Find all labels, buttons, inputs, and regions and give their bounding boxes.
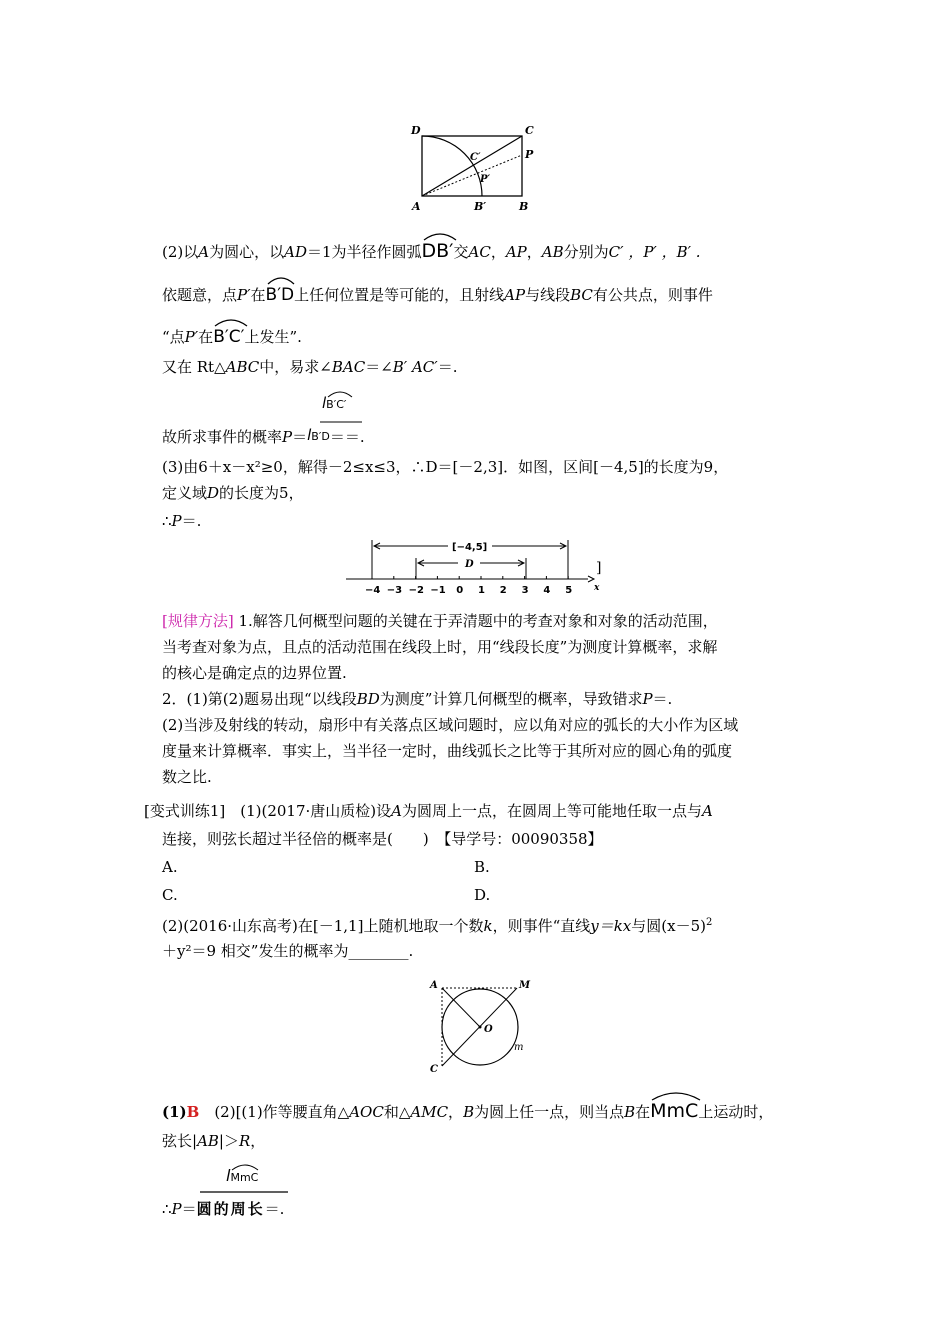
solution-line-3 [162, 326, 302, 348]
fig1-label-A: A [412, 200, 421, 213]
fig1-label-Bp: B′ [474, 200, 487, 213]
solution-line-2 [162, 284, 713, 306]
text: l [226, 1166, 231, 1185]
text: AP [504, 286, 526, 304]
fig1-label-Pp: P′ [480, 174, 491, 185]
text: ， [490, 243, 506, 261]
text: (2)以 [162, 243, 199, 261]
text: 弦长| [162, 1132, 198, 1150]
text: BAC [331, 358, 366, 376]
numline-tick-label: 3 [521, 585, 529, 596]
text: MmC [650, 1100, 699, 1122]
text: 为圆周上一点，在圆周上等可能地任取一点与 [402, 802, 703, 820]
text: 在 [250, 286, 266, 304]
option-d: D. [474, 886, 491, 904]
text: R [238, 1132, 251, 1150]
text: B′ AC′ [392, 358, 438, 376]
text: B′D [311, 430, 330, 443]
text: 在 [198, 328, 214, 346]
text: 定义域 [162, 484, 208, 502]
fig2-label-m: m [514, 1042, 524, 1053]
text: B′D [265, 285, 295, 305]
text: ＝ [292, 428, 308, 446]
text: AC [468, 243, 491, 261]
text: 又在 Rt△ [162, 358, 226, 376]
text: D [207, 484, 220, 502]
answer-line-3 [162, 1198, 284, 1220]
numline-tick-label: 1 [478, 585, 485, 596]
text: l [322, 394, 327, 412]
fraction-bar [320, 420, 364, 424]
text: AOC [349, 1103, 384, 1121]
text: ＝1为半径作圆弧 [306, 243, 422, 261]
text: AB [541, 243, 564, 261]
fig1-label-Cp: C′ [470, 152, 481, 163]
text: P [171, 1200, 182, 1218]
text: AB [197, 1132, 219, 1150]
arc-MmC [650, 1100, 698, 1122]
variant-line-3 [162, 912, 712, 937]
fig2-label-O: O [484, 1024, 493, 1035]
text: P [282, 428, 293, 446]
method-line-1 [162, 610, 718, 632]
text: ＝＝. [329, 428, 365, 446]
solution-line-7 [162, 482, 304, 504]
text: AD [284, 243, 307, 261]
text: 上任何位置是等可能的，且射线 [294, 286, 505, 304]
text: l [307, 426, 312, 444]
text: ABC [225, 358, 260, 376]
answer-fraction-bar [200, 1190, 290, 1194]
text: A [198, 243, 210, 261]
fig1-label-B: B [519, 200, 529, 213]
answer-line-2 [162, 1130, 265, 1152]
fig2-label-M: M [519, 980, 531, 991]
text: 上发生”. [244, 328, 302, 346]
answer-line-1 [162, 1100, 773, 1123]
text: ＝ [181, 1200, 197, 1218]
fig1-label-D: D [411, 124, 421, 137]
text: P′ [237, 286, 251, 304]
text: 与线段 [525, 286, 571, 304]
text: “点 [162, 328, 185, 346]
answer-choice: B [186, 1103, 200, 1121]
fig1-label-P: P [525, 148, 534, 161]
text: AMC [410, 1103, 449, 1121]
numline-tick-label: 0 [456, 585, 464, 596]
text: 和△ [383, 1103, 411, 1121]
numline-bracket: ] [596, 560, 602, 576]
text: 为圆上任一点，则当点 [474, 1103, 625, 1121]
text: (2)(2016·山东高考)在[－1,1]上随机地取一个数 [162, 917, 484, 935]
text: 故所求事件的概率 [162, 428, 283, 446]
numline-d-label: D [465, 559, 474, 570]
text: y＝kx [590, 917, 632, 935]
numline-tick-label: −2 [408, 585, 424, 596]
solution-line-5 [162, 426, 365, 450]
method-tag: [规律方法] [162, 612, 234, 630]
method-line-5: (2)当涉及射线的转动，扇形中有关落点区域问题时，应以角对应的弧长的大小作为区域 [162, 716, 739, 734]
method-line-4 [162, 688, 672, 710]
text: 2．(1)第(2)题易出现“以线段 [162, 690, 357, 708]
variant-line-2: 连接，则弦长超过半径倍的概率是( ) 【导学号：00090358】 [162, 830, 603, 848]
option-c: C. [162, 886, 178, 904]
text: 1.解答几何概型问题的关键在于弄清题中的考查对象和对象的活动范围， [233, 612, 718, 630]
text: C′ ，P′ ，B′ . [608, 243, 701, 261]
text: (2)[(1)作等腰直角△ [199, 1103, 350, 1121]
text: P′ [184, 328, 199, 346]
figure-rectangle-arc [408, 124, 546, 214]
text: 有公共点，则事件 [592, 286, 713, 304]
text: 上运动时， [698, 1103, 774, 1121]
text: ，则事件“直线 [492, 917, 591, 935]
fig2-label-A: A [430, 980, 438, 991]
text: MmC [230, 1171, 259, 1184]
text: 与圆(x－5) [631, 917, 706, 935]
numline-tick-label: −3 [386, 585, 403, 596]
text: B [463, 1103, 475, 1121]
text: 2 [705, 917, 713, 928]
text: P [171, 512, 182, 530]
solution-line-4 [162, 356, 457, 378]
text: 在 [635, 1103, 651, 1121]
text: 分别为 [563, 243, 609, 261]
method-line-6: 度量来计算概率．事实上，当半径一定时，曲线弧长之比等于其所对应的圆心角的弧度 [162, 742, 733, 760]
option-b: B. [474, 858, 490, 876]
fig2-label-C: C [430, 1064, 438, 1074]
text: P [642, 690, 653, 708]
text: B′C′ [326, 398, 347, 411]
text: ， [526, 243, 542, 261]
text: ， [250, 1132, 266, 1150]
text: A [391, 802, 402, 820]
text: 的长度为5， [219, 484, 304, 502]
variant-line-4: ＋y²＝9 相交”发生的概率为________. [162, 942, 414, 960]
method-line-2: 当考查对象为点，且点的活动范围在线段上时，用“线段长度”为测度计算概率，求解 [162, 638, 718, 656]
text: ＝. [181, 512, 202, 530]
fraction-denominator [307, 424, 330, 448]
text: [变式训练1] (1)(2017·唐山质检)设 [144, 802, 392, 820]
arc-BC [213, 326, 244, 348]
text: BD [356, 690, 380, 708]
figure-circle [422, 976, 534, 1074]
text: ∴ [162, 512, 172, 530]
numline-top-label: [−4,5] [452, 542, 488, 553]
text: 依题意，点 [162, 286, 238, 304]
numline-tick-label: −4 [365, 585, 381, 596]
text: ＝. [437, 358, 458, 376]
numline-tick-label: 5 [565, 585, 573, 596]
arc-sub-BC [326, 398, 346, 411]
text: 为圆心，以 [209, 243, 285, 261]
fig1-label-C: C [525, 124, 534, 137]
numline-tick-label: 2 [499, 585, 507, 596]
text: ＝∠ [365, 358, 393, 376]
option-a: A. [162, 858, 178, 876]
method-line-7: 数之比. [162, 768, 212, 786]
fraction-numerator [322, 394, 346, 412]
numline-x-label: x [594, 583, 600, 593]
solution-part2-line [162, 240, 701, 263]
number-line-figure [340, 538, 620, 600]
text: ＝. [264, 1200, 285, 1218]
numline-tick-label: 4 [543, 585, 551, 596]
text: 中，易求∠ [259, 358, 332, 376]
text: 交 [453, 243, 469, 261]
answer-fraction-numerator [226, 1166, 258, 1185]
text: BC [570, 286, 593, 304]
text: (1) [162, 1103, 187, 1121]
variant-line-1 [144, 800, 713, 822]
method-line-3: 的核心是确定点的边界位置. [162, 664, 347, 682]
solution-part3-line: (3)由6＋x－x²≥0，解得－2≤x≤3，∴D＝[－2,3]．如图，区间[－4,5]的长度为9， [162, 458, 729, 476]
text: B [624, 1103, 636, 1121]
arc-DB [422, 240, 454, 262]
text: AP [505, 243, 527, 261]
text: 圆的周长 [196, 1200, 265, 1218]
solution-line-8 [162, 510, 201, 532]
arc-sub-MmC [230, 1171, 258, 1184]
text: DB′ [421, 240, 454, 262]
text: ， [448, 1103, 464, 1121]
text: 为测度”计算几何概型的概率，导致错求 [379, 690, 643, 708]
text: |＞ [218, 1132, 239, 1150]
text: k [483, 917, 493, 935]
text: ∴ [162, 1200, 172, 1218]
numline-tick-label: −1 [430, 585, 446, 596]
arc-BD [266, 284, 295, 306]
text: ＝. [652, 690, 673, 708]
text: B′C′ [213, 327, 245, 347]
text: A [702, 802, 713, 820]
